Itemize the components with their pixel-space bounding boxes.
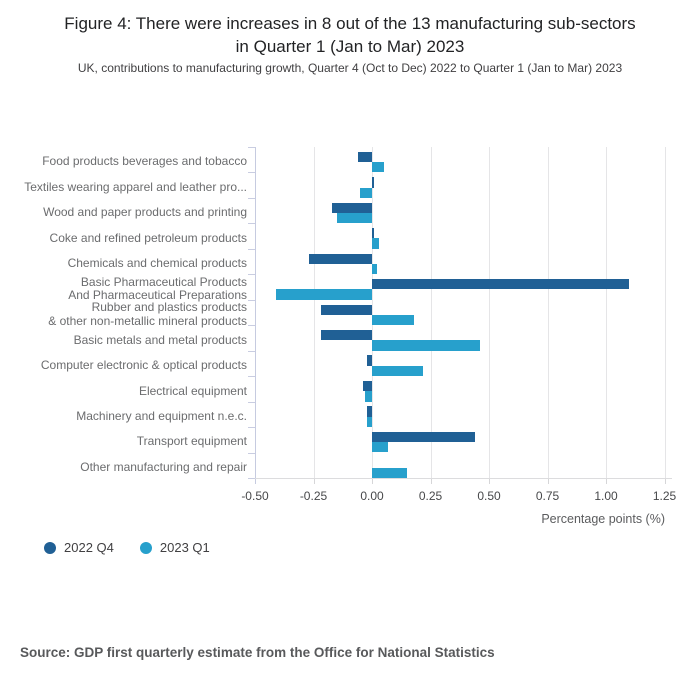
bar-2022q4 xyxy=(363,381,372,391)
x-tick-label: 1.25 xyxy=(652,489,677,503)
bar-2023q1 xyxy=(372,315,414,325)
bar-2022q4 xyxy=(332,203,372,213)
x-tick-label: -0.25 xyxy=(299,489,328,503)
y-axis-tick xyxy=(248,274,255,275)
y-axis-tick xyxy=(248,198,255,199)
bar-2022q4 xyxy=(367,406,372,416)
bar-2022q4 xyxy=(372,228,374,238)
y-axis-tick xyxy=(248,172,255,173)
x-axis-title: Percentage points (%) xyxy=(541,512,665,526)
bar-2022q4 xyxy=(372,177,374,187)
bar-2023q1 xyxy=(372,340,480,350)
category-label: Coke and refined petroleum products xyxy=(49,230,247,245)
category-label: Basic Pharmaceutical Products And Pharmaceutical Preparations xyxy=(68,274,247,303)
category-label: Basic metals and metal products xyxy=(73,332,247,347)
bar-2023q1 xyxy=(337,213,372,223)
bar-2022q4 xyxy=(372,279,629,289)
gridline xyxy=(489,147,490,478)
category-label: Transport equipment xyxy=(136,434,247,449)
bar-2023q1 xyxy=(367,417,372,427)
x-axis-line xyxy=(249,478,672,479)
category-label: Chemicals and chemical products xyxy=(67,256,247,271)
category-label: Rubber and plastics products & other non-metallic mineral products xyxy=(48,300,247,328)
x-tick-label: -0.50 xyxy=(241,489,269,503)
bar-2022q4 xyxy=(309,254,372,264)
bar-2023q1 xyxy=(372,366,423,376)
gridline xyxy=(548,147,549,478)
gridline xyxy=(372,147,373,478)
x-tick-label: 1.00 xyxy=(594,489,618,503)
chart-legend xyxy=(44,540,210,555)
y-axis-tick xyxy=(248,427,255,428)
y-axis-tick xyxy=(248,249,255,250)
chart-title-line-1: Figure 4: There were increases in 8 out of the 13 manufacturing sub-sectors xyxy=(64,14,636,33)
x-tick-label: 0.75 xyxy=(535,489,560,503)
bar-2023q1 xyxy=(372,238,379,248)
y-axis-tick xyxy=(248,478,255,479)
x-tick-label: 0.00 xyxy=(360,489,384,503)
bar-2023q1 xyxy=(372,468,407,478)
legend-item-2022-q4[interactable] xyxy=(44,540,114,555)
y-axis-tick xyxy=(248,453,255,454)
chart-title-line-2: in Quarter 1 (Jan to Mar) 2023 xyxy=(235,37,465,56)
y-axis-tick xyxy=(248,376,255,377)
bar-2023q1 xyxy=(372,442,388,452)
legend-label: 2022 Q4 xyxy=(64,540,114,555)
gridline xyxy=(665,147,666,478)
category-label: Electrical equipment xyxy=(138,383,247,398)
gridline xyxy=(606,147,607,478)
category-label: Wood and paper products and printing xyxy=(43,205,247,220)
bar-2022q4 xyxy=(367,355,372,365)
x-tick-label: 0.50 xyxy=(477,489,501,503)
y-axis-tick xyxy=(248,223,255,224)
bar-2023q1 xyxy=(372,162,384,172)
y-axis-tick xyxy=(248,351,255,352)
bar-2022q4 xyxy=(372,432,475,442)
category-label: Food products beverages and tobacco xyxy=(42,154,247,169)
gridline xyxy=(314,147,315,478)
bar-2023q1 xyxy=(360,188,372,198)
legend-dot-icon xyxy=(140,542,152,554)
legend-label: 2023 Q1 xyxy=(159,540,210,555)
y-axis-tick xyxy=(248,325,255,326)
legend-item-2023-q1[interactable] xyxy=(140,540,210,555)
bar-2023q1 xyxy=(365,391,372,401)
bar-2022q4 xyxy=(358,152,372,162)
bar-2023q1 xyxy=(372,264,377,274)
bar-2023q1 xyxy=(276,289,372,299)
y-axis-tick xyxy=(248,147,255,148)
category-label: Other manufacturing and repair xyxy=(80,459,247,474)
x-tick-label: 0.25 xyxy=(418,489,443,503)
legend-dot-icon xyxy=(44,542,56,554)
source-note: Source: GDP first quarterly estimate from the Office for National Statistics xyxy=(20,645,495,660)
bar-2022q4 xyxy=(321,330,372,340)
category-label: Textiles wearing apparel and leather pro... xyxy=(24,179,247,194)
chart-subtitle: UK, contributions to manufacturing growth, Quarter 4 (Oct to Dec) 2022 to Quarter 1 (Jan to Mar) 2023 xyxy=(77,61,623,75)
gridline xyxy=(431,147,432,478)
y-axis-tick xyxy=(248,300,255,301)
y-axis-tick xyxy=(248,402,255,403)
category-label: Machinery and equipment n.e.c. xyxy=(76,408,247,423)
bar-2022q4 xyxy=(321,305,372,315)
category-label: Computer electronic & optical products xyxy=(40,358,247,373)
y-axis-line xyxy=(255,147,256,478)
